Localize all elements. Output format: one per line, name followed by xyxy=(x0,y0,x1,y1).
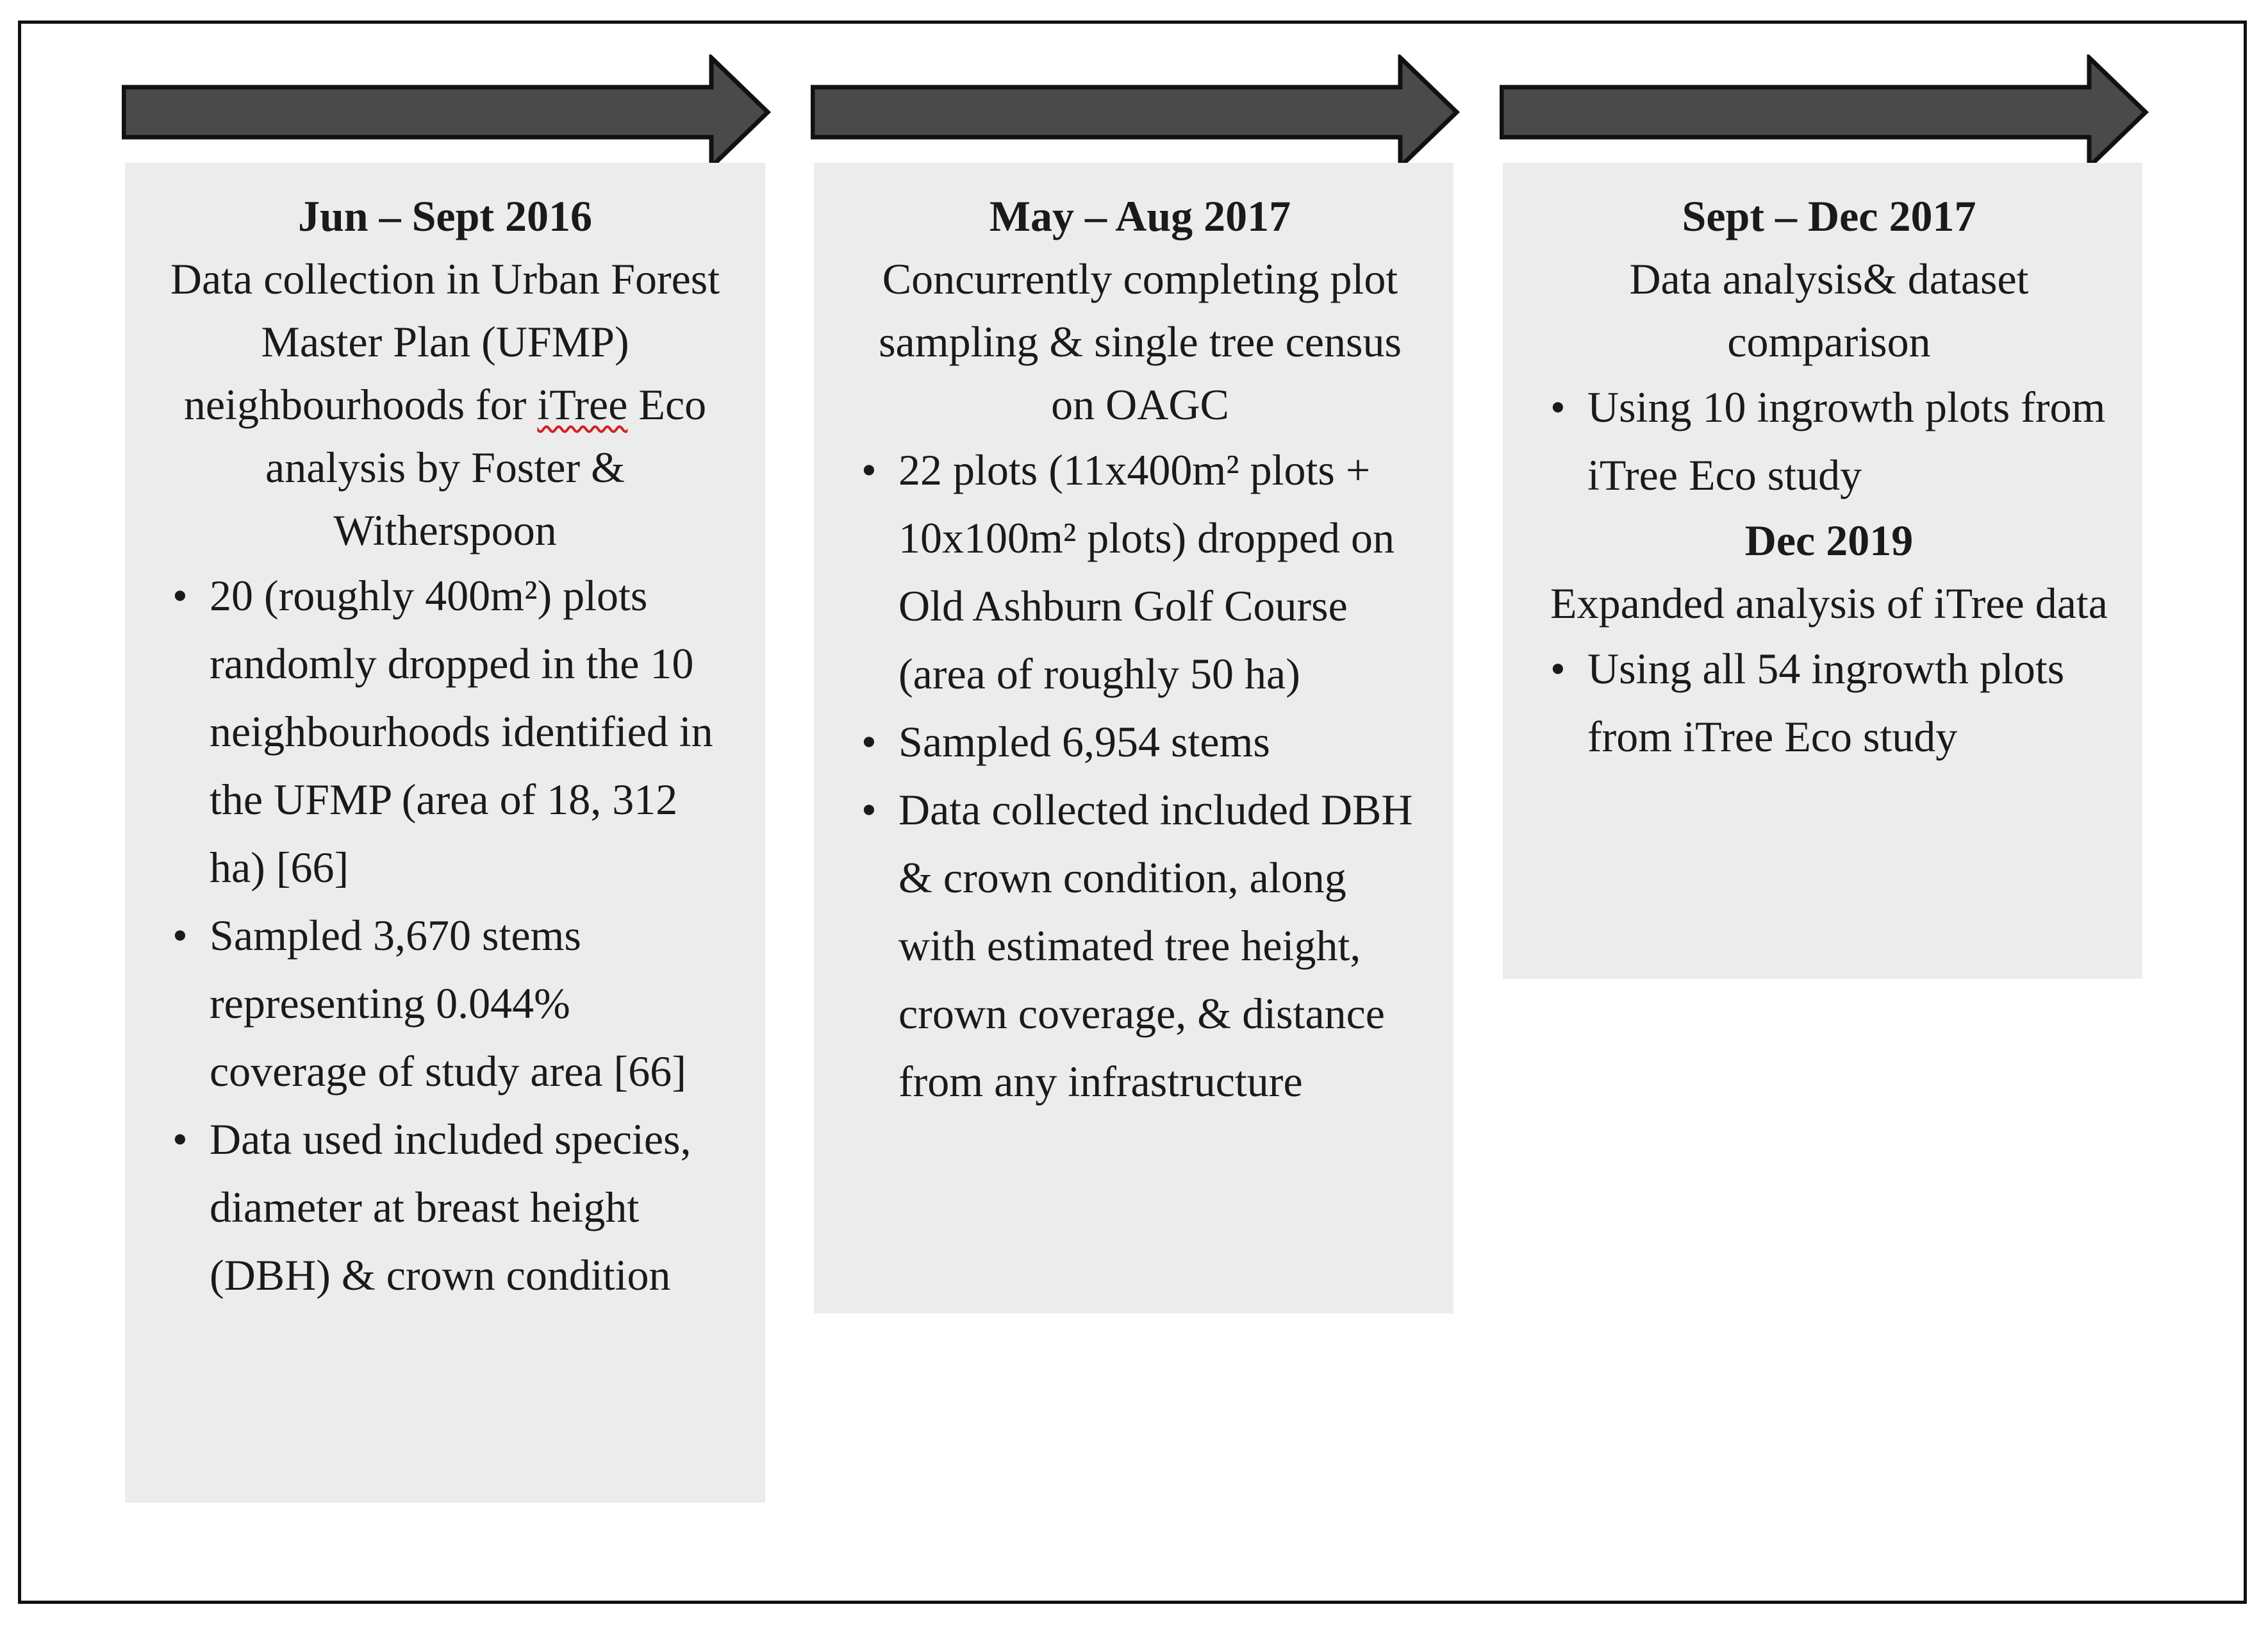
phase-bullet-list xyxy=(166,562,727,1309)
bullet-item: • Using all 54 ingrowth plots from iTree Eco study xyxy=(1544,635,2117,771)
phase-box-2017-summer xyxy=(814,163,1453,1313)
phase-sub-bullet-list xyxy=(1544,635,2117,771)
timeline-arrow-1 xyxy=(122,54,772,170)
phase-title: May – Aug 2017 xyxy=(989,192,1291,240)
phase-box-2016 xyxy=(125,163,765,1503)
phase-description xyxy=(163,247,727,562)
bullet-item: • Sampled 3,670 stems representing 0.044% coverage of study area [66] xyxy=(166,901,727,1105)
description-text: Data collection in Urban Forest Master Plan (UFMP) neighbourhoods for xyxy=(170,254,720,429)
bullet-item: • Sampled 6,954 stems xyxy=(855,708,1428,776)
timeline-arrow-2 xyxy=(811,54,1461,170)
phase-description: Data analysis& dataset comparison xyxy=(1629,254,2029,366)
phase-bullet-list xyxy=(1544,373,2117,509)
phase-title: Jun – Sept 2016 xyxy=(297,192,593,240)
phase-subtitle: Dec 2019 xyxy=(1744,516,1914,565)
phase-description: Concurrently completing plot sampling & single tree census on OAGC xyxy=(879,254,1402,429)
description-text: Eco analysis by Foster & Witherspoon xyxy=(265,380,707,554)
bullet-item: • Data used included species, diameter at breast height (DBH) & crown condition xyxy=(166,1105,727,1309)
bullet-item: • Data collected included DBH & crown condition, along with estimated tree height, crown coverage, & distance from any infrastructure xyxy=(855,776,1428,1115)
bullet-item: • Using 10 ingrowth plots from iTree Eco study xyxy=(1544,373,2117,509)
timeline-arrow-3 xyxy=(1500,54,2150,170)
phase-bullet-list xyxy=(855,436,1428,1115)
phase-title: Sept – Dec 2017 xyxy=(1682,192,1976,240)
spellcheck-word: iTree xyxy=(537,380,628,429)
bullet-item: • 22 plots (11x400m² plots + 10x100m² plots) dropped on Old Ashburn Golf Course (area of roughly 50 ha) xyxy=(855,436,1428,708)
phase-sub-description: Expanded analysis of iTree data xyxy=(1550,579,2108,628)
phase-box-2017-fall xyxy=(1503,163,2142,979)
bullet-item: • 20 (roughly 400m²) plots randomly dropped in the 10 neighbourhoods identified in the UFMP (area of 18, 312 ha) [66] xyxy=(166,562,727,901)
